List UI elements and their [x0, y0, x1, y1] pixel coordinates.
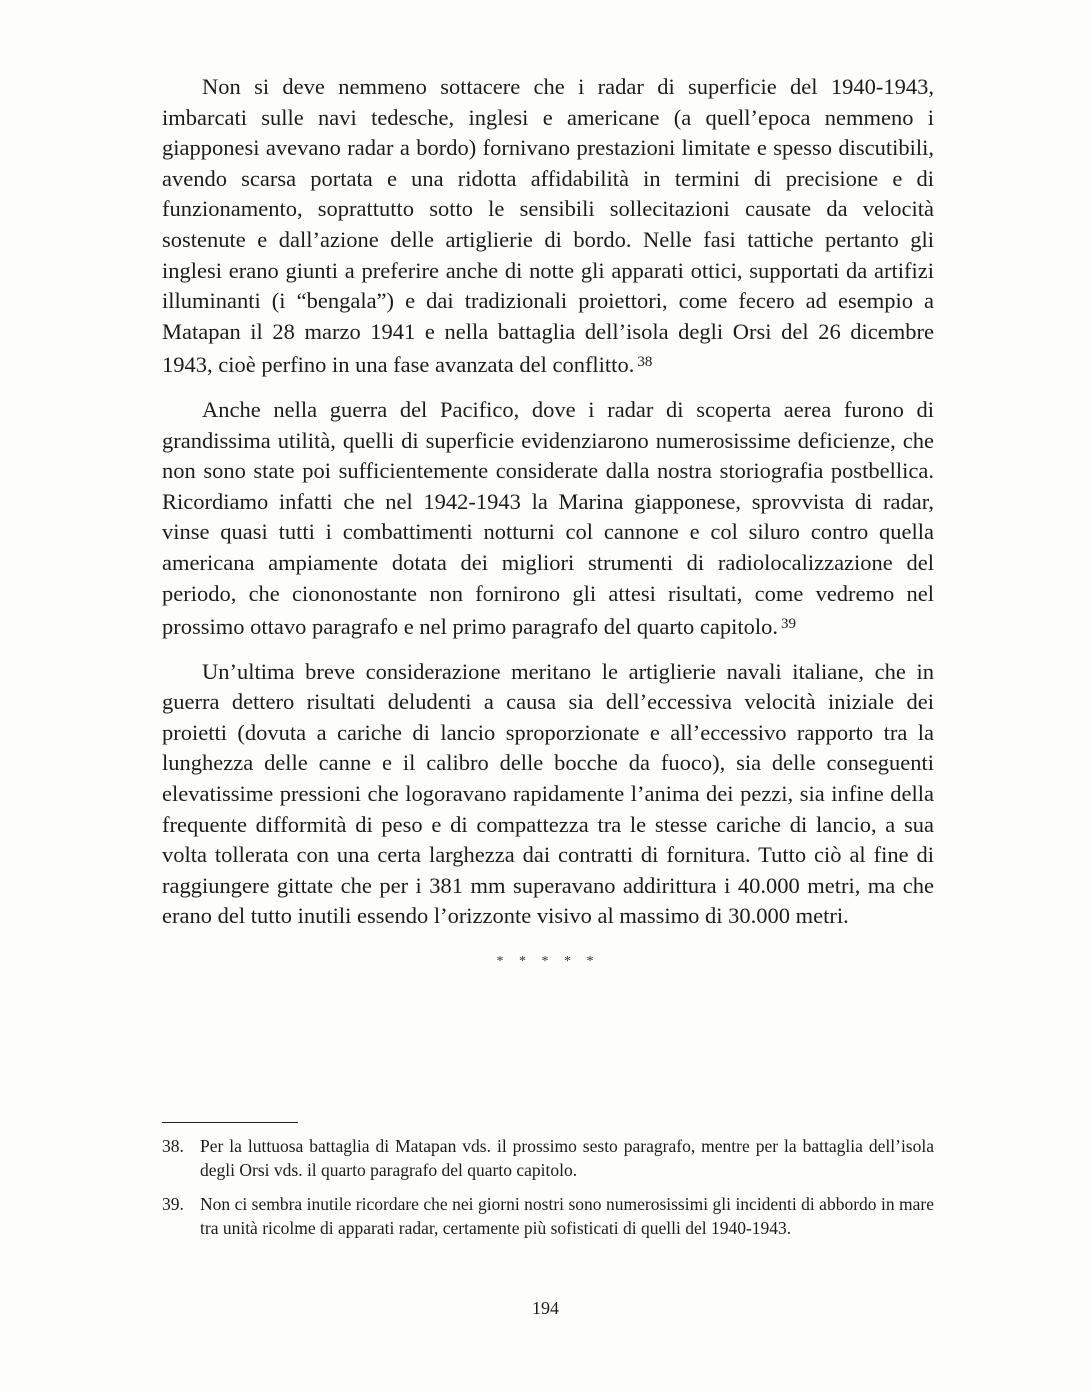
footnote-38 — [162, 1135, 934, 1182]
footnote-reference-39[interactable]: 39 — [781, 616, 797, 633]
paragraph-text: Un’ultima breve considerazione meritano le artiglierie navali italiane, che in guerra dettero risultati deludenti a causa sia dell’eccessiva velocità iniziale dei proietti (dovuta a cariche di lancio sproporzionate e all’eccessivo rapporto tra la lunghezza delle canne e il calibro delle bocche da fuoco), sia delle conseguenti elevatissime pressioni che logoravano rapidamente l’anima dei pezzi, sia infine della frequente difformità di peso e di compattezza tra le stesse cariche di lancio, a sua volta tollerata con una certa larghezza dai contratti di fornitura. Tutto ciò al fine di raggiungere gittate che per i 381 mm superavano addirittura i 40.000 metri, ma che erano del tutto inutili essendo l’orizzonte visivo al massimo di 30.000 metri. — [162, 658, 934, 929]
footnote-reference-38[interactable]: 38 — [637, 354, 653, 371]
paragraph-text: Non si deve nemmeno sottacere che i radar di superficie del 1940-1943, imbarcati sulle navi tedesche, inglesi e americane (a quell’epoca nemmeno i giapponesi avevano radar a bordo) fornivano prestazioni limitate e spesso discutibili, avendo scarsa portata e una ridotta affidabilità in termini di precisione e di funzionamento, soprattutto sotto le sensibili sollecitazioni causate da velocità sostenute e dall’azione delle artiglierie di bordo. Nelle fasi tattiche pertanto gli inglesi erano giunti a preferire anche di notte gli apparati ottici, supportati da artifizi illuminanti (i “bengala”) e dai tradizionali proiettori, come fecero ad esempio a Matapan il 28 marzo 1941 e nella battaglia dell’isola degli Orsi del 26 dicembre 1943, cioè perfino in una fase avanzata del conflitto. — [162, 74, 934, 378]
footnote-text: Non ci sembra inutile ricordare che nei giorni nostri sono numerosissimi gli incidenti di abbordo in mare tra unità ricolme di apparati radar, certamente più sofisticati di quelli del 1940-1943. — [200, 1194, 934, 1238]
footnotes — [162, 1135, 934, 1251]
footnote-text: Per la luttuosa battaglia di Matapan vds. il prossimo sesto paragrafo, mentre per la battaglia dell’isola degli Orsi vds. il quarto paragrafo del quarto capitolo. — [200, 1136, 934, 1180]
footnote-39 — [162, 1193, 934, 1240]
footnote-number: 39. — [162, 1194, 184, 1214]
paragraph-text: Anche nella guerra del Pacifico, dove i radar di scoperta aerea furono di grandissima utilità, quelli di superficie evidenziarono numerosissime deficienze, che non sono state poi sufficientemente considerate dalla nostra storiografia postbellica. Ricordiamo infatti che nel 1942-1943 la Marina giapponese, sprovvista di radar, vinse quasi tutti i combattimenti notturni col cannone e col siluro contro quella americana ampiamente dotata dei migliori strumenti di radiolocalizzazione del periodo, che ciononostante non fornirono gli attesi risultati, come vedremo nel prossimo ottavo paragrafo e nel primo paragrafo del quarto capitolo. — [162, 396, 934, 640]
section-separator: * * * * * — [496, 954, 600, 970]
paragraph-1 — [162, 72, 934, 381]
paragraph-2 — [162, 395, 934, 643]
footnote-divider — [162, 1122, 298, 1123]
paragraph-3 — [162, 657, 934, 932]
body-text — [162, 72, 934, 970]
footnote-number: 38. — [162, 1136, 184, 1156]
page-number: 194 — [532, 1298, 559, 1318]
